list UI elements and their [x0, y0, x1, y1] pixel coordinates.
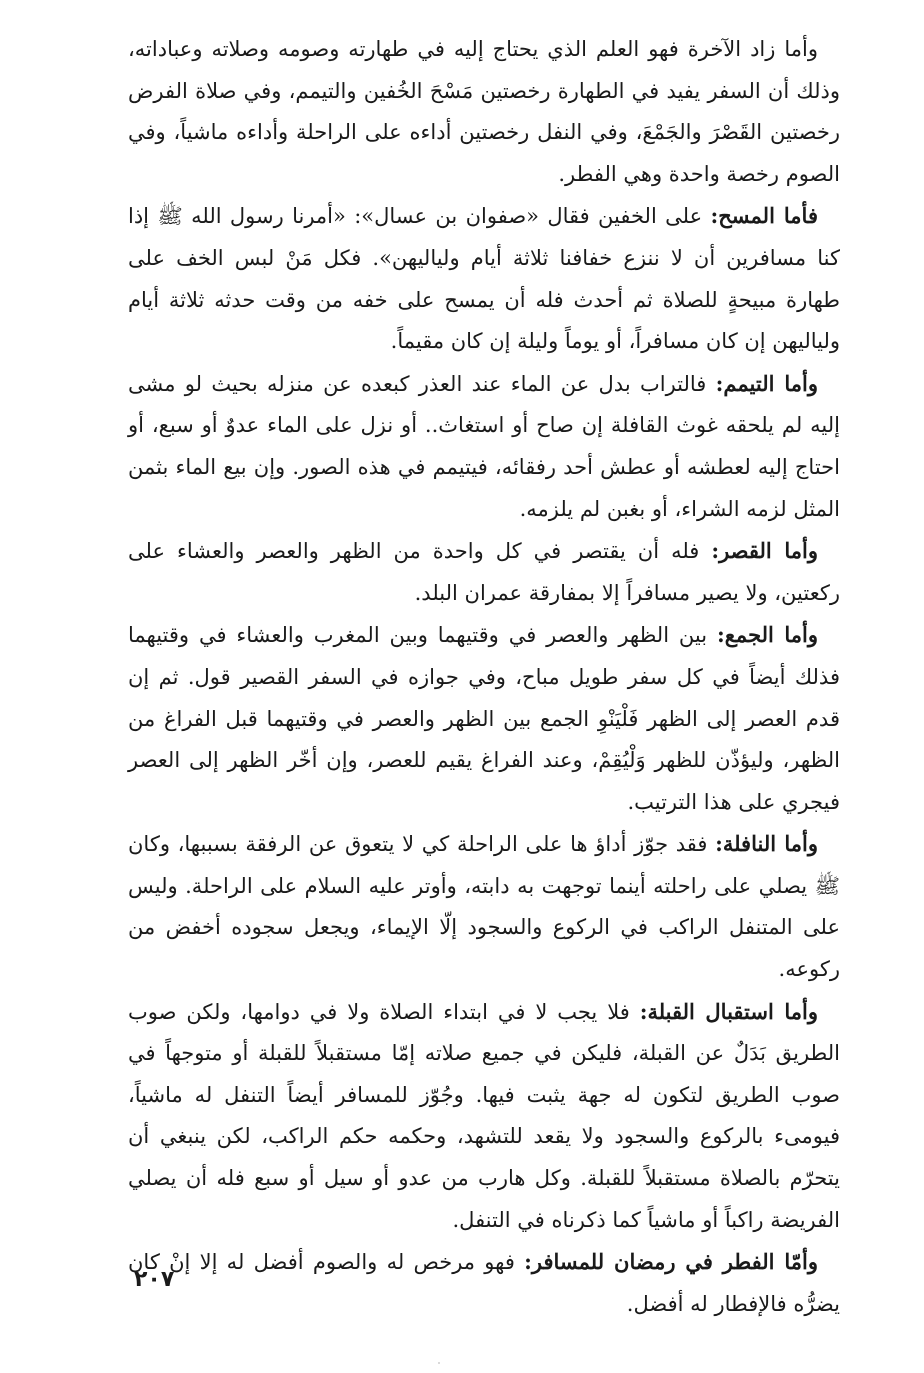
- paragraph-lead: وأما الجمع:: [717, 622, 819, 648]
- paragraph-text: فالتراب بدل عن الماء عند العذر كبعده عن منزله بحيث لو مشى إليه لم يلحقه غوث القافلة إن صاح أو استغاث.. أو نزل على الماء عدوٌ أو سبع، أو احتاج إليه لعطشه أو عطش أحد رفقائه، فيتيمم في هذه الصور. وإن بيع الماء بثمن المثل لزمه الشراء، أو بغبن لم يلزمه.: [128, 371, 840, 521]
- page-body-text: [128, 28, 840, 1325]
- paragraph-qibla: [128, 991, 840, 1242]
- paragraph-text: بين الظهر والعصر في وقتيهما وبين المغرب والعشاء في وقتيهما فذلك أيضاً في كل سفر طويل مباح، وفي جوازه في السفر القصير قول. ثم إن قدم العصر إلى الظهر فَلْيَنْوِ الجمع بين الظهر والعصر في وقتيهما قبل الفراغ من الظهر، وليؤذّن للظهر وَلْيُقِمْ، وعند الفراغ يقيم للعصر، وإن أخّر الظهر إلى العصر فيجري على هذا الترتيب.: [128, 623, 840, 814]
- paragraph-nafila: [128, 823, 840, 990]
- paragraph-text: فقد جوّز أداؤ ها على الراحلة كي لا يتعوق عن الرفقة بسببها، وكان ﷺ يصلي على راحلته أينما توجهت به دابته، وأوتر عليه السلام على الراحلة. وليس على المتنفل الراكب في الركوع والسجود إلّا الإيماء، ويجعل سجوده أخفض من ركوعه.: [128, 832, 840, 982]
- scan-speck: [438, 1362, 440, 1364]
- page-number: ٢٠٧: [134, 1267, 175, 1292]
- paragraph-qasr: [128, 530, 840, 614]
- paragraph-text: فهو مرخص له والصوم أفضل له إلا إنْ كان يضرُّه فالإفطار له أفضل.: [128, 1250, 840, 1316]
- paragraph-provisions: [128, 28, 840, 195]
- paragraph-text: على الخفين فقال «صفوان بن عسال»: «أمرنا رسول الله ﷺ إذا كنا مسافرين أن لا ننزع خفافنا ثلاثة أيام ولياليهن». فكل مَنْ لبس الخف على طهارة مبيحةٍ للصلاة ثم أحدث فله أن يمسح على خفه من وقت حدثه ثلاثة أيام ولياليهن إن كان مسافراً، أو يوماً وليلة إن كان مقيماً.: [128, 204, 840, 354]
- paragraph-fitr: [128, 1241, 840, 1325]
- paragraph-lead: وأما القصر:: [711, 538, 818, 564]
- paragraph-text: وأما زاد الآخرة فهو العلم الذي يحتاج إليه في طهارته وصومه وصلاته وعباداته، وذلك أن السفر يفيد في الطهارة رخصتين مَسْحَ الخُفين والتيمم، وفي صلاة الفرض رخصتين القَصْرَ والجَمْعَ، وفي النفل رخصتين أداءه على الراحلة وأداءه ماشياً، وفي الصوم رخصة واحدة وهي الفطر.: [128, 37, 840, 186]
- paragraph-jam: [128, 614, 840, 823]
- paragraph-tayammum: [128, 363, 840, 530]
- paragraph-wiping-khuffs: [128, 195, 840, 362]
- paragraph-text: فلا يجب لا في ابتداء الصلاة ولا في دوامها، ولكن صوب الطريق بَدَلٌ عن القبلة، فليكن في جميع صلاته إمّا مستقبلاً للقبلة أو متوجهاً في صوب الطريق لتكون له جهة يثبت فيها. وجُوّز للمسافر أيضاً التنفل له ماشياً، فيومىء بالركوع والسجود ولا يقعد للتشهد، وحكمه حكم الراكب، لكن ينبغي أن يتحرّم بالصلاة مستقبلاً للقبلة. وكل هارب من عدو أو سيل أو سبع فله أن يصلي الفريضة راكباً أو ماشياً كما ذكرناه في التنفل.: [128, 999, 840, 1232]
- paragraph-lead: وأمّا الفطر في رمضان للمسافر:: [524, 1249, 819, 1275]
- paragraph-text: فله أن يقتصر في كل واحدة من الظهر والعصر والعشاء على ركعتين، ولا يصير مسافراً إلا بمفارقة عمران البلد.: [128, 539, 840, 605]
- paragraph-lead: وأما النافلة:: [715, 831, 818, 857]
- paragraph-lead: فأما المسح:: [710, 203, 818, 229]
- paragraph-lead: وأما استقبال القبلة:: [639, 998, 818, 1024]
- paragraph-lead: وأما التيمم:: [715, 370, 818, 396]
